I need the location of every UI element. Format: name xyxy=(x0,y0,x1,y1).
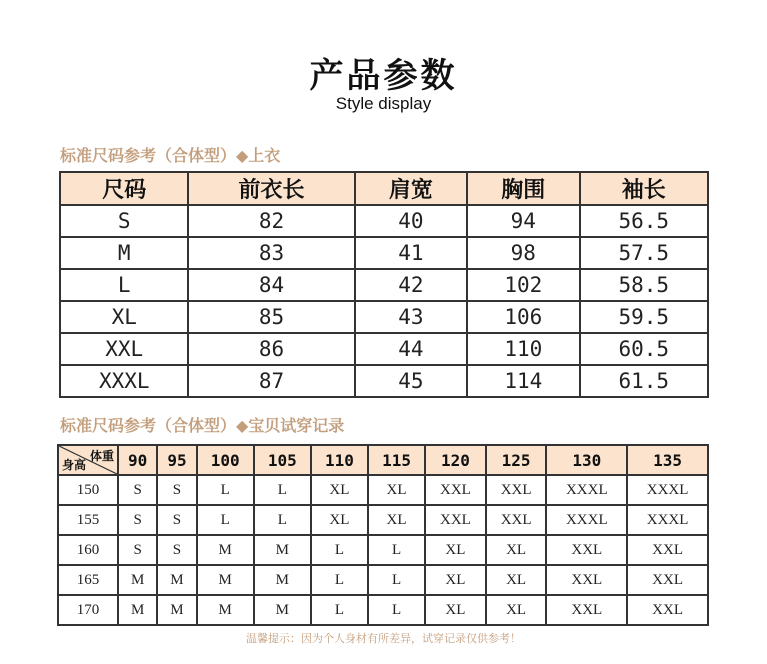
table-cell: XXL xyxy=(425,505,486,535)
table-cell: XXL xyxy=(627,535,708,565)
weight-header: 100 xyxy=(197,445,254,475)
table-cell: S xyxy=(118,475,157,505)
page-subtitle: Style display xyxy=(335,94,432,113)
corner-label-weight: 体重 xyxy=(89,449,114,463)
table-cell: XXL xyxy=(425,475,486,505)
table-cell: M xyxy=(254,595,311,625)
size-section-heading: 标准尺码参考（合体型）◆上衣 xyxy=(60,146,281,165)
weight-header: 90 xyxy=(118,445,157,475)
table-cell: L xyxy=(368,565,425,595)
weight-header: 105 xyxy=(254,445,311,475)
table-cell: M xyxy=(157,595,196,625)
weight-header: 110 xyxy=(311,445,368,475)
table-row xyxy=(58,475,708,505)
size-table-header-row xyxy=(60,172,708,205)
table-cell: XL xyxy=(368,475,425,505)
table-row xyxy=(60,301,708,333)
table-cell: XXL xyxy=(627,565,708,595)
table-cell: L xyxy=(254,475,311,505)
table-cell: 57.5 xyxy=(580,237,709,269)
table-cell: XL xyxy=(60,301,188,333)
table-cell: S xyxy=(157,535,196,565)
weight-header: 135 xyxy=(627,445,708,475)
column-header-sleeve: 袖长 xyxy=(580,172,709,205)
table-cell: 94 xyxy=(467,205,579,237)
table-cell: XXXL xyxy=(546,475,627,505)
table-cell: 106 xyxy=(467,301,579,333)
table-cell: XXL xyxy=(546,535,627,565)
table-cell: 102 xyxy=(467,269,579,301)
table-cell: 59.5 xyxy=(580,301,709,333)
table-cell: 84 xyxy=(188,269,354,301)
table-cell: 82 xyxy=(188,205,354,237)
table-row xyxy=(58,535,708,565)
weight-header: 95 xyxy=(157,445,196,475)
table-cell: M xyxy=(157,565,196,595)
weight-header: 120 xyxy=(425,445,486,475)
height-cell: 150 xyxy=(58,475,118,505)
table-cell: 41 xyxy=(355,237,467,269)
fit-section-heading: 标准尺码参考（合体型）◆宝贝试穿记录 xyxy=(60,416,345,435)
table-cell: XL xyxy=(311,505,368,535)
table-cell: 98 xyxy=(467,237,579,269)
table-cell: 42 xyxy=(355,269,467,301)
table-cell: L xyxy=(311,595,368,625)
table-cell: L xyxy=(197,475,254,505)
table-cell: M xyxy=(197,595,254,625)
table-cell: XXXL xyxy=(546,505,627,535)
table-cell: XL xyxy=(425,535,486,565)
table-cell: XL xyxy=(486,565,547,595)
table-row xyxy=(60,333,708,365)
table-cell: L xyxy=(311,565,368,595)
table-cell: S xyxy=(118,535,157,565)
fit-table-header-row xyxy=(58,445,708,475)
table-cell: XXL xyxy=(546,565,627,595)
column-header-shoulder: 肩宽 xyxy=(355,172,467,205)
table-cell: 45 xyxy=(355,365,467,397)
column-header-size: 尺码 xyxy=(60,172,188,205)
table-row xyxy=(60,205,708,237)
table-cell: XXXL xyxy=(627,475,708,505)
table-cell: L xyxy=(60,269,188,301)
table-cell: 60.5 xyxy=(580,333,709,365)
table-cell: M xyxy=(60,237,188,269)
table-cell: 40 xyxy=(355,205,467,237)
table-cell: S xyxy=(60,205,188,237)
table-cell: XXL xyxy=(627,595,708,625)
table-row xyxy=(60,269,708,301)
column-header-front-length: 前衣长 xyxy=(188,172,354,205)
size-chart-table xyxy=(59,171,709,398)
table-cell: XXL xyxy=(60,333,188,365)
table-cell: 44 xyxy=(355,333,467,365)
table-cell: XL xyxy=(486,595,547,625)
table-cell: 85 xyxy=(188,301,354,333)
corner-header-cell xyxy=(58,445,118,475)
table-row xyxy=(60,365,708,397)
table-row xyxy=(60,237,708,269)
table-cell: L xyxy=(197,505,254,535)
fit-record-table xyxy=(57,444,709,626)
height-cell: 170 xyxy=(58,595,118,625)
table-cell: XL xyxy=(425,565,486,595)
table-cell: 86 xyxy=(188,333,354,365)
table-cell: XL xyxy=(425,595,486,625)
table-cell: L xyxy=(254,505,311,535)
table-cell: XXL xyxy=(486,505,547,535)
table-cell: 83 xyxy=(188,237,354,269)
table-row xyxy=(58,565,708,595)
corner-label-height: 身高 xyxy=(62,458,87,472)
table-cell: XL xyxy=(311,475,368,505)
table-cell: M xyxy=(197,565,254,595)
table-cell: L xyxy=(311,535,368,565)
height-cell: 155 xyxy=(58,505,118,535)
column-header-chest: 胸围 xyxy=(467,172,579,205)
table-cell: XXXL xyxy=(627,505,708,535)
table-cell: 58.5 xyxy=(580,269,709,301)
weight-header: 125 xyxy=(486,445,547,475)
table-row xyxy=(58,595,708,625)
table-cell: S xyxy=(157,505,196,535)
table-cell: M xyxy=(254,535,311,565)
table-row xyxy=(58,505,708,535)
table-cell: M xyxy=(118,565,157,595)
table-cell: XXL xyxy=(486,475,547,505)
weight-header: 130 xyxy=(546,445,627,475)
height-cell: 165 xyxy=(58,565,118,595)
table-cell: 56.5 xyxy=(580,205,709,237)
table-cell: M xyxy=(197,535,254,565)
page-title: 产品参数 xyxy=(309,56,458,96)
table-cell: L xyxy=(368,595,425,625)
table-cell: 87 xyxy=(188,365,354,397)
table-cell: M xyxy=(254,565,311,595)
table-cell: 114 xyxy=(467,365,579,397)
table-cell: XXL xyxy=(546,595,627,625)
weight-header: 115 xyxy=(368,445,425,475)
footnote-tip: 温馨提示：因为个人身材有所差异，试穿记录仅供参考！ xyxy=(246,632,521,645)
height-cell: 160 xyxy=(58,535,118,565)
table-cell: L xyxy=(368,535,425,565)
table-cell: S xyxy=(118,505,157,535)
table-cell: XL xyxy=(368,505,425,535)
table-cell: M xyxy=(118,595,157,625)
table-cell: 61.5 xyxy=(580,365,709,397)
table-cell: 43 xyxy=(355,301,467,333)
table-cell: XXXL xyxy=(60,365,188,397)
table-cell: XL xyxy=(486,535,547,565)
table-cell: S xyxy=(157,475,196,505)
table-cell: 110 xyxy=(467,333,579,365)
